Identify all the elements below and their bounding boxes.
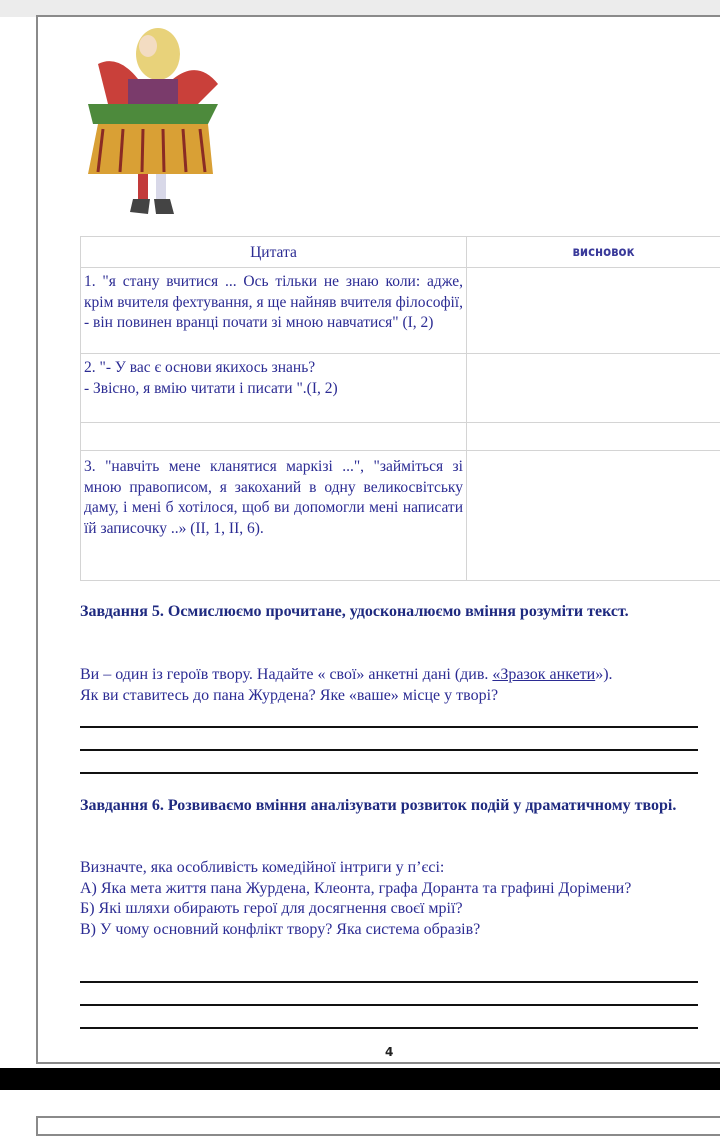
quote-line: - Звісно, я вмію читати і писати ".(І, 2) [84,379,463,400]
answer-line[interactable] [80,749,698,751]
quote-cell: 1. "я стану вчитися ... Ось тільки не знаю коли: адже, крім вчителя фехтування, я ще найняв вчителя філософії, - він повинен вранці почати зі мною навчатися" (І, 2) [81,268,467,354]
task5-heading: Завдання 5. Осмислюємо прочитане, удосконалюємо вміння розуміти текст. [80,602,698,623]
task5-text-end: »). [595,666,612,683]
task6-text [80,858,698,941]
answer-line[interactable] [80,1004,698,1006]
answer-line[interactable] [80,726,698,728]
quote-line: 2. "- У вас є основи якихось знань? [84,358,463,379]
task6-intro: Визначте, яка особливість комедійної інтриги у п’єсі: [80,858,698,879]
jourdain-illustration [78,24,228,218]
task5-text [80,665,698,706]
header-conclusion: висновок [480,237,720,268]
task6-question-c: В) У чому основний конфлікт твору? Яка система образів? [80,920,698,941]
task6-heading: Завдання 6. Розвиваємо вміння аналізувати розвиток подій у драматичному творі. [80,796,698,817]
task6-question-a: А) Яка мета життя пана Журдена, Клеонта, графа Доранта та графині Дорімени? [80,879,698,900]
answer-line[interactable] [80,1027,698,1029]
conclusion-cell[interactable] [467,268,720,354]
conclusion-cell[interactable] [467,354,720,423]
task5-question: Як ви ставитесь до пана Журдена? Яке «ваше» місце у творі? [80,686,698,707]
quote-cell [81,423,467,451]
answer-line[interactable] [80,772,698,774]
task6-question-b: Б) Які шляхи обирають герої для досягнення своєї мрії? [80,899,698,920]
answer-line[interactable] [80,981,698,983]
quote-cell: 3. "навчіть мене кланятися маркізі ...", "займіться зі мною правописом, я закоханий в одну великосвітську даму, і мені б хотілося, щоб ви допомогли мені написати їй записочку ..» (ІІ, 1, ІІ, 6). [81,451,467,581]
task5-text-start: Ви – один із героїв твору. Надайте « свої» анкетні дані (див. [80,666,492,683]
quote-table [80,236,720,581]
table-row [81,423,720,451]
page-separator [0,1068,720,1090]
sample-form-link[interactable]: «Зразок анкети [492,666,595,683]
conclusion-cell[interactable] [467,451,720,581]
conclusion-cell[interactable] [467,423,720,451]
page-number: 4 [385,1045,393,1059]
table-row [81,268,720,354]
next-page [36,1116,720,1136]
table-row [81,451,720,581]
table-row [81,354,720,423]
quote-cell [81,354,467,423]
table-header-row [81,237,720,268]
header-quote: Цитата [81,237,467,268]
